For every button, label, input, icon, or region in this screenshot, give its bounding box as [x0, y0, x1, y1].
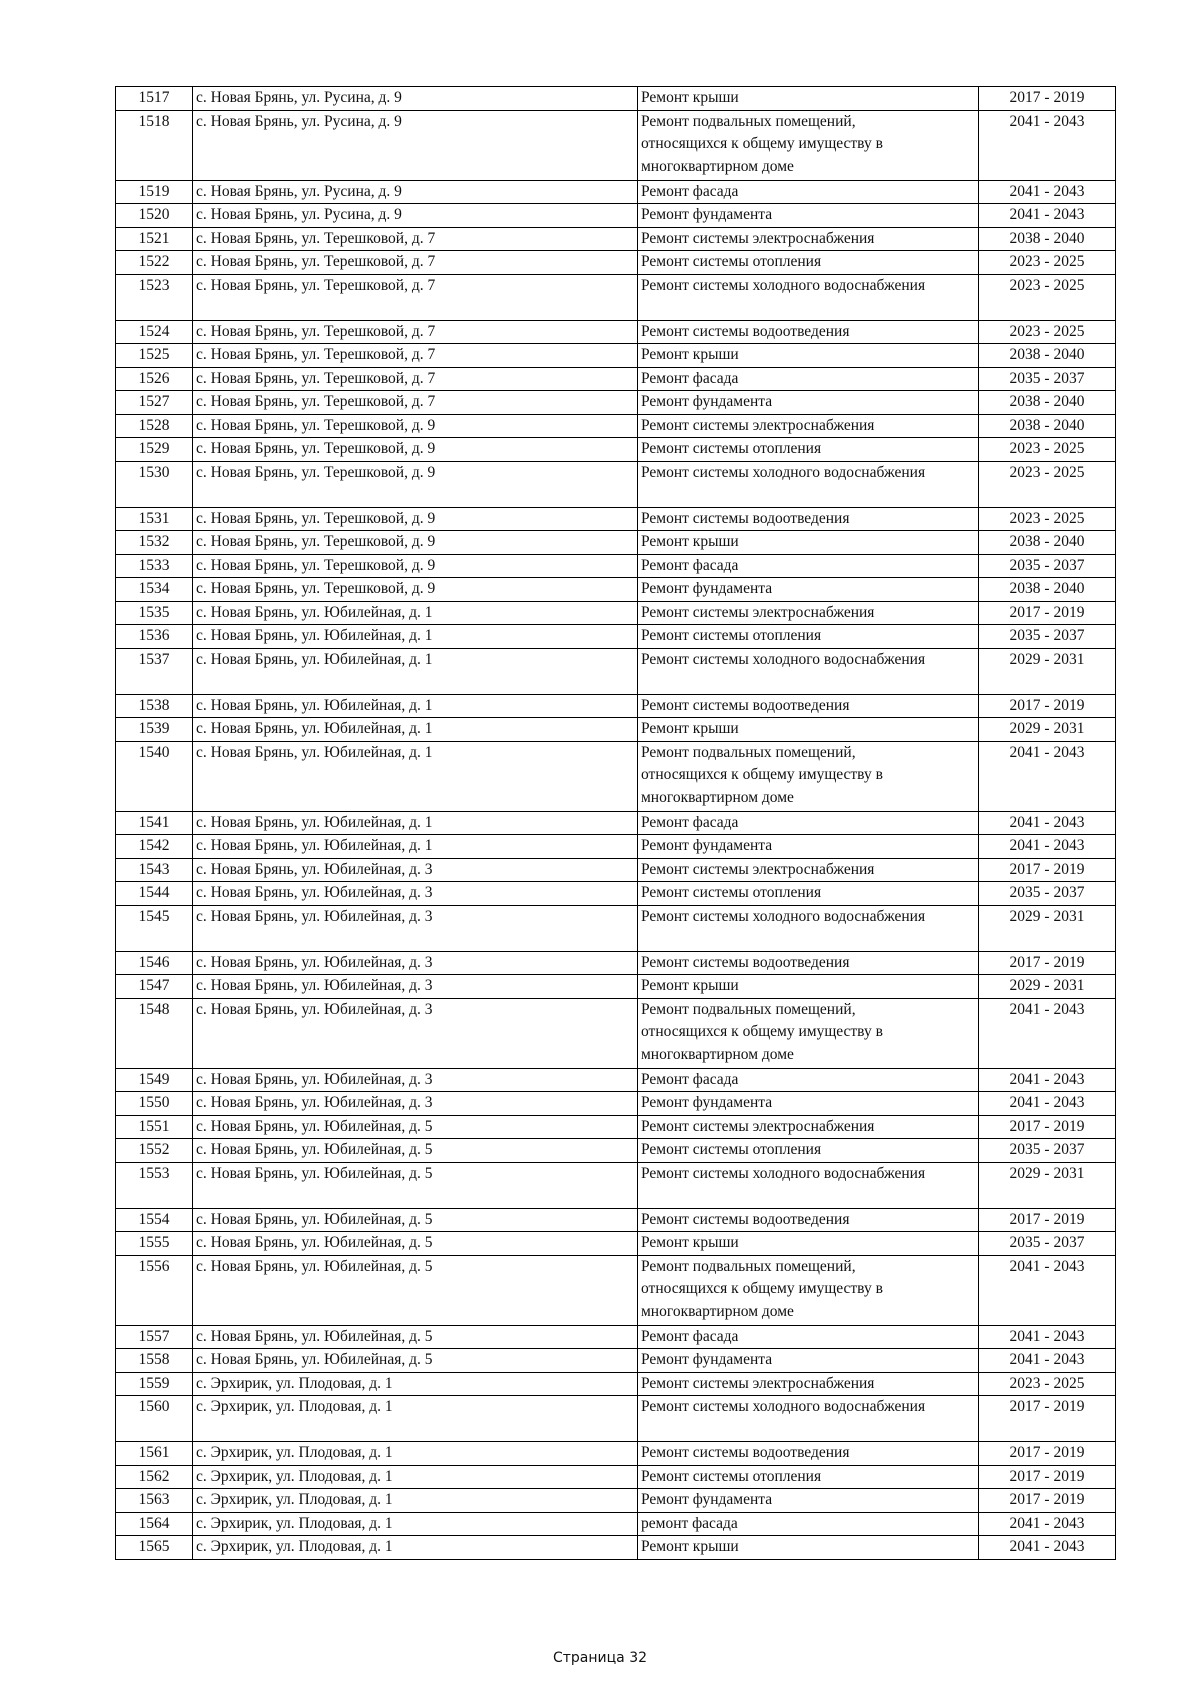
address-cell: с. Эрхирик, ул. Плодовая, д. 1	[193, 1512, 638, 1536]
period-cell: 2038 - 2040	[979, 414, 1116, 438]
period-cell: 2041 - 2043	[979, 1092, 1116, 1116]
address-cell: с. Новая Брянь, ул. Юбилейная, д. 3	[193, 1092, 638, 1116]
period-cell: 2041 - 2043	[979, 1512, 1116, 1536]
row-number-cell: 1559	[116, 1372, 193, 1396]
work-type-cell: Ремонт фундамента	[638, 578, 979, 602]
work-type-cell: Ремонт системы водоотведения	[638, 320, 979, 344]
address-cell: с. Новая Брянь, ул. Терешковой, д. 7	[193, 274, 638, 320]
row-number-cell: 1564	[116, 1512, 193, 1536]
work-type-cell: Ремонт системы электроснабжения	[638, 1372, 979, 1396]
work-type-cell: Ремонт системы отопления	[638, 882, 979, 906]
row-number-cell: 1535	[116, 601, 193, 625]
work-type-cell: Ремонт крыши	[638, 975, 979, 999]
table-row	[116, 391, 1116, 415]
period-cell: 2041 - 2043	[979, 835, 1116, 859]
period-cell: 2023 - 2025	[979, 251, 1116, 275]
table-row	[116, 438, 1116, 462]
row-number-cell: 1541	[116, 811, 193, 835]
table-row	[116, 858, 1116, 882]
address-cell: с. Новая Брянь, ул. Терешковой, д. 9	[193, 414, 638, 438]
table-row	[116, 601, 1116, 625]
row-number-cell: 1565	[116, 1536, 193, 1560]
address-cell: с. Новая Брянь, ул. Юбилейная, д. 1	[193, 718, 638, 742]
work-type-cell: Ремонт фундамента	[638, 1092, 979, 1116]
table-row	[116, 1162, 1116, 1208]
row-number-cell: 1557	[116, 1325, 193, 1349]
work-type-cell: Ремонт системы холодного водоснабжения	[638, 648, 979, 694]
row-number-cell: 1540	[116, 741, 193, 811]
work-type-cell: Ремонт системы отопления	[638, 251, 979, 275]
work-type-cell: Ремонт фасада	[638, 811, 979, 835]
address-cell: с. Новая Брянь, ул. Терешковой, д. 9	[193, 507, 638, 531]
work-type-cell: Ремонт фундамента	[638, 1349, 979, 1373]
address-cell: с. Новая Брянь, ул. Юбилейная, д. 3	[193, 905, 638, 951]
row-number-cell: 1544	[116, 882, 193, 906]
work-type-cell: Ремонт фундамента	[638, 391, 979, 415]
address-cell: с. Новая Брянь, ул. Терешковой, д. 7	[193, 391, 638, 415]
work-type-cell: Ремонт системы водоотведения	[638, 694, 979, 718]
work-type-cell: Ремонт подвальных помещений, относящихся к общему имуществу в многоквартирном доме	[638, 1255, 979, 1325]
table-row	[116, 1536, 1116, 1560]
table-row	[116, 718, 1116, 742]
capital-repair-table	[115, 86, 1116, 1560]
row-number-cell: 1545	[116, 905, 193, 951]
work-type-cell: Ремонт системы электроснабжения	[638, 414, 979, 438]
row-number-cell: 1556	[116, 1255, 193, 1325]
work-type-cell: Ремонт системы холодного водоснабжения	[638, 274, 979, 320]
work-type-cell: Ремонт системы водоотведения	[638, 507, 979, 531]
row-number-cell: 1530	[116, 461, 193, 507]
period-cell: 2041 - 2043	[979, 1325, 1116, 1349]
address-cell: с. Новая Брянь, ул. Юбилейная, д. 3	[193, 858, 638, 882]
row-number-cell: 1527	[116, 391, 193, 415]
address-cell: с. Новая Брянь, ул. Юбилейная, д. 5	[193, 1139, 638, 1163]
period-cell: 2041 - 2043	[979, 998, 1116, 1068]
work-type-cell: Ремонт системы холодного водоснабжения	[638, 461, 979, 507]
period-cell: 2035 - 2037	[979, 367, 1116, 391]
page-number: Страница 32	[552, 1650, 648, 1666]
row-number-cell: 1562	[116, 1465, 193, 1489]
row-number-cell: 1533	[116, 554, 193, 578]
row-number-cell: 1520	[116, 204, 193, 228]
row-number-cell: 1549	[116, 1068, 193, 1092]
period-cell: 2035 - 2037	[979, 882, 1116, 906]
row-number-cell: 1538	[116, 694, 193, 718]
address-cell: с. Новая Брянь, ул. Русина, д. 9	[193, 87, 638, 111]
work-type-cell: Ремонт крыши	[638, 1536, 979, 1560]
table-row	[116, 1092, 1116, 1116]
address-cell: с. Новая Брянь, ул. Юбилейная, д. 5	[193, 1208, 638, 1232]
period-cell: 2029 - 2031	[979, 1162, 1116, 1208]
period-cell: 2017 - 2019	[979, 951, 1116, 975]
row-number-cell: 1553	[116, 1162, 193, 1208]
row-number-cell: 1542	[116, 835, 193, 859]
table-row	[116, 648, 1116, 694]
address-cell: с. Новая Брянь, ул. Юбилейная, д. 1	[193, 741, 638, 811]
row-number-cell: 1531	[116, 507, 193, 531]
period-cell: 2017 - 2019	[979, 601, 1116, 625]
table-row	[116, 344, 1116, 368]
period-cell: 2023 - 2025	[979, 507, 1116, 531]
work-type-cell: Ремонт системы электроснабжения	[638, 601, 979, 625]
period-cell: 2017 - 2019	[979, 1442, 1116, 1466]
work-type-cell: Ремонт крыши	[638, 718, 979, 742]
row-number-cell: 1532	[116, 531, 193, 555]
table-row	[116, 1442, 1116, 1466]
address-cell: с. Новая Брянь, ул. Юбилейная, д. 1	[193, 648, 638, 694]
row-number-cell: 1536	[116, 625, 193, 649]
work-type-cell: Ремонт фундамента	[638, 835, 979, 859]
address-cell: с. Новая Брянь, ул. Терешковой, д. 7	[193, 227, 638, 251]
row-number-cell: 1537	[116, 648, 193, 694]
work-type-cell: Ремонт системы отопления	[638, 1139, 979, 1163]
table-row	[116, 694, 1116, 718]
work-type-cell: Ремонт системы электроснабжения	[638, 858, 979, 882]
address-cell: с. Новая Брянь, ул. Терешковой, д. 7	[193, 251, 638, 275]
work-type-cell: Ремонт подвальных помещений, относящихся к общему имуществу в многоквартирном доме	[638, 741, 979, 811]
period-cell: 2023 - 2025	[979, 274, 1116, 320]
period-cell: 2041 - 2043	[979, 110, 1116, 180]
address-cell: с. Новая Брянь, ул. Юбилейная, д. 5	[193, 1255, 638, 1325]
row-number-cell: 1526	[116, 367, 193, 391]
table-row	[116, 274, 1116, 320]
table-row	[116, 741, 1116, 811]
row-number-cell: 1552	[116, 1139, 193, 1163]
address-cell: с. Новая Брянь, ул. Юбилейная, д. 1	[193, 601, 638, 625]
table-row	[116, 251, 1116, 275]
table-row	[116, 1208, 1116, 1232]
row-number-cell: 1561	[116, 1442, 193, 1466]
work-type-cell: Ремонт крыши	[638, 87, 979, 111]
address-cell: с. Новая Брянь, ул. Юбилейная, д. 3	[193, 1068, 638, 1092]
table-row	[116, 835, 1116, 859]
period-cell: 2038 - 2040	[979, 531, 1116, 555]
address-cell: с. Новая Брянь, ул. Юбилейная, д. 5	[193, 1232, 638, 1256]
work-type-cell: Ремонт фундамента	[638, 1489, 979, 1513]
table-row	[116, 1512, 1116, 1536]
address-cell: с. Эрхирик, ул. Плодовая, д. 1	[193, 1372, 638, 1396]
address-cell: с. Новая Брянь, ул. Русина, д. 9	[193, 204, 638, 228]
period-cell: 2035 - 2037	[979, 1139, 1116, 1163]
period-cell: 2023 - 2025	[979, 461, 1116, 507]
work-type-cell: Ремонт подвальных помещений, относящихся к общему имуществу в многоквартирном доме	[638, 998, 979, 1068]
table-row	[116, 227, 1116, 251]
period-cell: 2017 - 2019	[979, 87, 1116, 111]
address-cell: с. Эрхирик, ул. Плодовая, д. 1	[193, 1489, 638, 1513]
address-cell: с. Эрхирик, ул. Плодовая, д. 1	[193, 1465, 638, 1489]
period-cell: 2029 - 2031	[979, 718, 1116, 742]
period-cell: 2038 - 2040	[979, 391, 1116, 415]
work-type-cell: Ремонт системы отопления	[638, 625, 979, 649]
row-number-cell: 1539	[116, 718, 193, 742]
table-row	[116, 1068, 1116, 1092]
period-cell: 2041 - 2043	[979, 741, 1116, 811]
period-cell: 2023 - 2025	[979, 1372, 1116, 1396]
address-cell: с. Новая Брянь, ул. Юбилейная, д. 5	[193, 1325, 638, 1349]
period-cell: 2041 - 2043	[979, 204, 1116, 228]
work-type-cell: Ремонт системы холодного водоснабжения	[638, 905, 979, 951]
address-cell: с. Новая Брянь, ул. Юбилейная, д. 1	[193, 811, 638, 835]
table-row	[116, 882, 1116, 906]
table-row	[116, 578, 1116, 602]
work-type-cell: Ремонт крыши	[638, 344, 979, 368]
period-cell: 2029 - 2031	[979, 648, 1116, 694]
address-cell: с. Новая Брянь, ул. Юбилейная, д. 3	[193, 975, 638, 999]
period-cell: 2041 - 2043	[979, 1349, 1116, 1373]
work-type-cell: Ремонт системы электроснабжения	[638, 227, 979, 251]
address-cell: с. Новая Брянь, ул. Терешковой, д. 9	[193, 578, 638, 602]
table-row	[116, 320, 1116, 344]
period-cell: 2035 - 2037	[979, 1232, 1116, 1256]
work-type-cell: Ремонт системы водоотведения	[638, 1208, 979, 1232]
row-number-cell: 1518	[116, 110, 193, 180]
work-type-cell: ремонт фасада	[638, 1512, 979, 1536]
address-cell: с. Новая Брянь, ул. Юбилейная, д. 1	[193, 835, 638, 859]
row-number-cell: 1560	[116, 1396, 193, 1442]
period-cell: 2038 - 2040	[979, 227, 1116, 251]
table-row	[116, 1489, 1116, 1513]
period-cell: 2035 - 2037	[979, 625, 1116, 649]
address-cell: с. Новая Брянь, ул. Юбилейная, д. 1	[193, 694, 638, 718]
table-row	[116, 531, 1116, 555]
work-type-cell: Ремонт фундамента	[638, 204, 979, 228]
period-cell: 2017 - 2019	[979, 1115, 1116, 1139]
table-row	[116, 367, 1116, 391]
address-cell: с. Новая Брянь, ул. Юбилейная, д. 1	[193, 625, 638, 649]
table-row	[116, 1349, 1116, 1373]
period-cell: 2017 - 2019	[979, 1465, 1116, 1489]
address-cell: с. Новая Брянь, ул. Русина, д. 9	[193, 110, 638, 180]
row-number-cell: 1522	[116, 251, 193, 275]
table-row	[116, 1115, 1116, 1139]
table-row	[116, 1232, 1116, 1256]
period-cell: 2023 - 2025	[979, 320, 1116, 344]
row-number-cell: 1546	[116, 951, 193, 975]
row-number-cell: 1524	[116, 320, 193, 344]
row-number-cell: 1548	[116, 998, 193, 1068]
period-cell: 2017 - 2019	[979, 694, 1116, 718]
work-type-cell: Ремонт фасада	[638, 1068, 979, 1092]
period-cell: 2038 - 2040	[979, 578, 1116, 602]
table-row	[116, 180, 1116, 204]
address-cell: с. Новая Брянь, ул. Русина, д. 9	[193, 180, 638, 204]
table-row	[116, 625, 1116, 649]
period-cell: 2038 - 2040	[979, 344, 1116, 368]
row-number-cell: 1529	[116, 438, 193, 462]
address-cell: с. Новая Брянь, ул. Терешковой, д. 9	[193, 438, 638, 462]
period-cell: 2041 - 2043	[979, 1068, 1116, 1092]
row-number-cell: 1521	[116, 227, 193, 251]
period-cell: 2017 - 2019	[979, 858, 1116, 882]
row-number-cell: 1551	[116, 1115, 193, 1139]
row-number-cell: 1525	[116, 344, 193, 368]
work-type-cell: Ремонт системы водоотведения	[638, 951, 979, 975]
address-cell: с. Новая Брянь, ул. Юбилейная, д. 3	[193, 951, 638, 975]
work-type-cell: Ремонт системы холодного водоснабжения	[638, 1162, 979, 1208]
row-number-cell: 1534	[116, 578, 193, 602]
address-cell: с. Новая Брянь, ул. Юбилейная, д. 5	[193, 1115, 638, 1139]
work-type-cell: Ремонт системы холодного водоснабжения	[638, 1396, 979, 1442]
row-number-cell: 1555	[116, 1232, 193, 1256]
row-number-cell: 1554	[116, 1208, 193, 1232]
work-type-cell: Ремонт фасада	[638, 554, 979, 578]
period-cell: 2035 - 2037	[979, 554, 1116, 578]
period-cell: 2041 - 2043	[979, 811, 1116, 835]
table-row	[116, 87, 1116, 111]
address-cell: с. Новая Брянь, ул. Терешковой, д. 7	[193, 320, 638, 344]
period-cell: 2023 - 2025	[979, 438, 1116, 462]
table-row	[116, 110, 1116, 180]
period-cell: 2041 - 2043	[979, 180, 1116, 204]
work-type-cell: Ремонт фасада	[638, 367, 979, 391]
address-cell: с. Новая Брянь, ул. Юбилейная, д. 5	[193, 1162, 638, 1208]
address-cell: с. Новая Брянь, ул. Терешковой, д. 7	[193, 367, 638, 391]
address-cell: с. Новая Брянь, ул. Терешковой, д. 9	[193, 531, 638, 555]
row-number-cell: 1517	[116, 87, 193, 111]
row-number-cell: 1543	[116, 858, 193, 882]
table-row	[116, 1465, 1116, 1489]
table-row	[116, 507, 1116, 531]
work-type-cell: Ремонт фасада	[638, 1325, 979, 1349]
table-row	[116, 554, 1116, 578]
address-cell: с. Новая Брянь, ул. Терешковой, д. 7	[193, 344, 638, 368]
address-cell: с. Новая Брянь, ул. Терешковой, д. 9	[193, 461, 638, 507]
work-type-cell: Ремонт системы водоотведения	[638, 1442, 979, 1466]
table-row	[116, 1372, 1116, 1396]
period-cell: 2017 - 2019	[979, 1396, 1116, 1442]
period-cell: 2029 - 2031	[979, 975, 1116, 999]
address-cell: с. Новая Брянь, ул. Юбилейная, д. 5	[193, 1349, 638, 1373]
period-cell: 2029 - 2031	[979, 905, 1116, 951]
row-number-cell: 1558	[116, 1349, 193, 1373]
row-number-cell: 1528	[116, 414, 193, 438]
table-row	[116, 951, 1116, 975]
table-body	[116, 87, 1116, 1560]
row-number-cell: 1523	[116, 274, 193, 320]
period-cell: 2041 - 2043	[979, 1255, 1116, 1325]
table-row	[116, 975, 1116, 999]
work-type-cell: Ремонт системы электроснабжения	[638, 1115, 979, 1139]
table-row	[116, 204, 1116, 228]
period-cell: 2041 - 2043	[979, 1536, 1116, 1560]
row-number-cell: 1519	[116, 180, 193, 204]
address-cell: с. Новая Брянь, ул. Юбилейная, д. 3	[193, 998, 638, 1068]
work-type-cell: Ремонт крыши	[638, 1232, 979, 1256]
row-number-cell: 1550	[116, 1092, 193, 1116]
table-row	[116, 1255, 1116, 1325]
table-row	[116, 905, 1116, 951]
table-row	[116, 811, 1116, 835]
period-cell: 2017 - 2019	[979, 1208, 1116, 1232]
work-type-cell: Ремонт системы отопления	[638, 438, 979, 462]
address-cell: с. Эрхирик, ул. Плодовая, д. 1	[193, 1536, 638, 1560]
period-cell: 2017 - 2019	[979, 1489, 1116, 1513]
work-type-cell: Ремонт системы отопления	[638, 1465, 979, 1489]
row-number-cell: 1563	[116, 1489, 193, 1513]
work-type-cell: Ремонт фасада	[638, 180, 979, 204]
row-number-cell: 1547	[116, 975, 193, 999]
work-type-cell: Ремонт крыши	[638, 531, 979, 555]
table-row	[116, 1325, 1116, 1349]
table-row	[116, 461, 1116, 507]
table-row	[116, 998, 1116, 1068]
address-cell: с. Новая Брянь, ул. Терешковой, д. 9	[193, 554, 638, 578]
table-row	[116, 1396, 1116, 1442]
address-cell: с. Новая Брянь, ул. Юбилейная, д. 3	[193, 882, 638, 906]
work-type-cell: Ремонт подвальных помещений, относящихся к общему имуществу в многоквартирном доме	[638, 110, 979, 180]
address-cell: с. Эрхирик, ул. Плодовая, д. 1	[193, 1396, 638, 1442]
table-row	[116, 1139, 1116, 1163]
address-cell: с. Эрхирик, ул. Плодовая, д. 1	[193, 1442, 638, 1466]
table-row	[116, 414, 1116, 438]
